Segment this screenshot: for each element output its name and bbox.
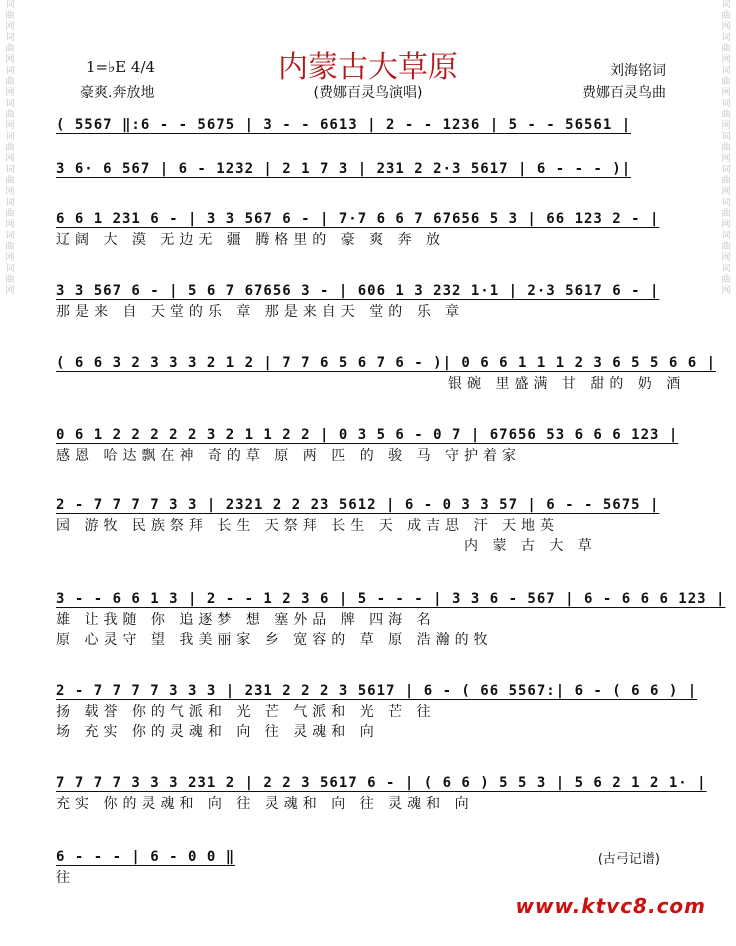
site-watermark: www.ktvc8.com bbox=[515, 894, 706, 918]
notation-line: 3 6· 6 567 | 6 - 1232 | 2 1 7 3 | 231 2 2·3 5617 | 6 - - - )| bbox=[56, 161, 632, 177]
notation-line: ( 5567 ‖:6 - - 5675 | 3 - - 6613 | 2 - - 1236 | 5 - - 56561 | bbox=[56, 117, 632, 133]
lyric-line: 感恩 哈达飘在神 奇的草 原 两 匹 的 骏 马 守护着家 bbox=[56, 448, 522, 464]
score-system-3 bbox=[56, 208, 676, 250]
score-system-2 bbox=[56, 158, 676, 180]
lyric-line: 园 游牧 民族祭拜 长生 天祭拜 长生 天 成吉思 汗 天地英 bbox=[56, 518, 560, 534]
notation-line: 0 6 1 2 2 2 2 2 3 2 1 1 2 2 | 0 3 5 6 - 0 7 | 67656 53 6 6 6 123 | bbox=[56, 427, 679, 443]
score-system-10 bbox=[56, 772, 707, 814]
notation-line: 3 3 567 6 - | 5 6 7 67656 3 - | 606 1 3 232 1·1 | 2·3 5617 6 - | bbox=[56, 283, 660, 299]
notation-line: 2 - 7 7 7 7 3 3 3 | 231 2 2 2 3 5617 | 6 - ( 66 5567:| 6 - ( 6 6 ) | bbox=[56, 683, 698, 699]
lyric-line: 那是来 自 天堂的乐 章 那是来自天 堂的 乐 章 bbox=[56, 304, 465, 320]
right-watermark-strip: 词曲网词曲网词曲网词曲网词曲网词曲网词曲网词曲网词曲网 bbox=[721, 0, 731, 296]
notation-line: 6 - - - | 6 - 0 0 ‖ bbox=[56, 849, 236, 865]
lyric-line: 往 bbox=[56, 870, 75, 886]
notation-line: 3 - - 6 6 1 3 | 2 - - 1 2 3 6 | 5 - - - | 3 3 6 - 567 | 6 - 6 6 6 123 | bbox=[56, 591, 726, 607]
notation-line: 6 6 1 231 6 - | 3 3 567 6 - | 7·7 6 6 7 67656 5 3 | 66 123 2 - | bbox=[56, 211, 660, 227]
composer-credit: 费娜百灵鸟曲 bbox=[582, 85, 666, 101]
tempo-mood: 豪爽.奔放地 bbox=[80, 85, 155, 101]
transcriber-note: (古弓记谱) bbox=[597, 852, 660, 867]
lyric-line: 充实 你的灵魂和 向 往 灵魂和 向 往 灵魂和 向 bbox=[56, 796, 474, 812]
lyric-line: 扬 载誉 你的气派和 光 芒 气派和 光 芒 往 bbox=[56, 704, 436, 720]
score-system-4 bbox=[56, 280, 676, 322]
score-system-1 bbox=[56, 114, 676, 136]
score-system-5 bbox=[56, 352, 717, 394]
notation-line: ( 6 6 3 2 3 3 3 2 1 2 | 7 7 6 5 6 7 6 - )| 0 6 6 1 1 1 2 3 6 5 5 6 6 | bbox=[56, 355, 717, 371]
lyric-line: 辽阔 大 漠 无边无 疆 腾格里的 豪 爽 奔 放 bbox=[56, 232, 446, 248]
key-signature: 1=♭E 4/4 bbox=[86, 58, 156, 76]
score-system-7 bbox=[56, 494, 676, 556]
page-title: 内蒙古大草原 bbox=[278, 50, 458, 85]
notation-line: 7 7 7 7 3 3 3 231 2 | 2 2 3 5617 6 - | ( 6 6 ) 5 5 3 | 5 6 2 1 2 1· | bbox=[56, 775, 707, 791]
score-system-9 bbox=[56, 680, 698, 742]
lyricist-credit: 刘海铭词 bbox=[610, 63, 666, 79]
score-system-8 bbox=[56, 588, 726, 650]
left-watermark-strip: 词曲网词曲网词曲网词曲网词曲网词曲网词曲网词曲网词曲网 bbox=[5, 0, 15, 296]
score-system-6 bbox=[56, 424, 679, 466]
lyric-line: 银碗 里盛满 甘 甜的 奶 酒 bbox=[448, 376, 686, 392]
lyric-line: 原 心灵守 望 我美丽家 乡 宽容的 草 原 浩瀚的牧 bbox=[56, 632, 493, 648]
notation-line: 2 - 7 7 7 7 3 3 | 2321 2 2 23 5612 | 6 - 0 3 3 57 | 6 - - 5675 | bbox=[56, 497, 660, 513]
lyric-line: 雄 让我随 你 追逐梦 想 塞外品 牌 四海 名 bbox=[56, 612, 436, 628]
lyric-line: 内 蒙 古 大 草 bbox=[464, 538, 597, 554]
singer-credit: (费娜百灵鸟演唱) bbox=[313, 85, 423, 101]
score-system-11 bbox=[56, 846, 676, 888]
lyric-line: 场 充实 你的灵魂和 向 往 灵魂和 向 bbox=[56, 724, 379, 740]
